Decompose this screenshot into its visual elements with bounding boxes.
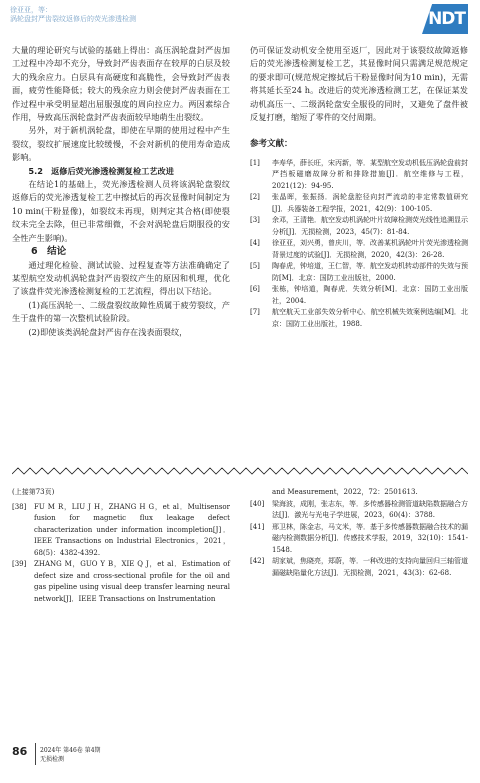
paragraph: 在结论1的基础上，荧光渗透检测人员将该涡轮盘裂纹返修后的荧光渗透复检工艺中擦拭后的再次显像时间制定为10 min(干粉显像)，如裂纹未再现，则判定其合格(即使裂纹未完全去除，但已非常细微，不会对涡轮盘后期服役的安全性产生影响)。 [12, 179, 230, 243]
section-heading-5-2: 5.2 返修后荧光渗透检测复检工艺改进 [28, 165, 174, 176]
ref-text: 张栋，钟培道，陶春虎．失效分析[M]．北京：国防工业出版社，2004. [272, 285, 468, 305]
reference-item [250, 522, 468, 557]
ref-text: 邢卫林，陈金志，马文米，等．基于多传感器数据融合技术的漏磁内检测数据分析[J]．传感技术学报，2019，32(10)：1541-1548. [272, 522, 468, 554]
reference-item [250, 499, 468, 522]
ref-number: [42] [250, 557, 265, 565]
paragraph: 大量的理论研究与试验的基础上得出：高压涡轮盘封严齿加工过程中冷却不充分，导致封严齿表面存在较厚的白层及较大的残余应力。白层具有高硬度和高脆性，会导致封严齿表面，疲劳性能降低；较大的残余应力则会使封严齿表面在工作过程中承受明显超出屈服强度的周向拉应力。两因素综合作用，导致高压涡轮盘封严齿表面较早地萌生出裂纹。 [12, 45, 230, 123]
running-header [10, 6, 136, 24]
issue-info: 2024年 第46卷 第4期 [40, 747, 101, 754]
reference-item [12, 502, 230, 560]
paragraph: 通过理化检验、测试试验、过程复查等方法准确确定了某型航空发动机涡轮盘封严齿裂纹产生的原因和机理，优化了该盘件荧光渗透检测复检的工艺流程，得出以下结论。 [12, 259, 230, 297]
reference-item [250, 556, 468, 579]
ref-text: 梁海波，成刚，张志东，等．多传感器检测管道缺陷数据融合方法[J]．激光与光电子学进展，2023，60(4)：3788. [272, 499, 468, 519]
left-column [12, 44, 230, 339]
paragraph: (2)即使该类涡轮盘封严齿存在浅表面裂纹， [28, 326, 188, 337]
ref-number: [1] [250, 158, 260, 167]
logo-text: NDT [428, 9, 465, 29]
reference-item [12, 559, 230, 605]
ref-number: [5] [250, 262, 260, 271]
ref-number: [40] [250, 499, 265, 508]
ref-text: 张晶晖，张振扬．涡轮盘腔径向封严流动的非定常数值研究[J]．兵器装备工程学报，2021，42(9)：100-105. [272, 193, 468, 213]
reference-item [250, 261, 468, 284]
ref-number: [3] [250, 216, 260, 225]
journal-name: 无损检测 [40, 756, 65, 763]
bottom-left-column [12, 487, 230, 605]
right-column [250, 44, 468, 330]
ref-number: [41] [250, 522, 265, 531]
ref-text: 胡家斌，焦晓亮，郑蔚，等．一种改进的支持向量回归三轴管道漏磁缺陷量化方法[J]．无损检测，2021，43(3)：62-68. [272, 557, 468, 577]
header-authors: 徐亚亚，等： [10, 6, 52, 14]
footer-divider [35, 743, 36, 765]
reference-item [250, 307, 468, 330]
reference-item [250, 238, 468, 261]
ref-text: ZHANG M，GUO Y B，XIE Q J，et al．Estimation of defect size and cross-sectional profile for the oil and gas pipeline using visual deep transfer learning neural network[J]．IEEE Transactions on Instrumentation [34, 560, 230, 603]
footer-meta [40, 746, 101, 764]
reference-item [250, 192, 468, 215]
reference-list [250, 158, 468, 331]
ref-text: FU M R，LIU J H，ZHANG H G，et al．Multisensor fusion for magnetic flux leakage defect characterization under information incompletion[J]．IEEE Transactions on Industrial Electronics，2021，68(5)：4382-4392. [34, 502, 230, 557]
reference-item [250, 158, 468, 193]
ref-number: [38] [12, 502, 27, 511]
ref-number: [6] [250, 285, 260, 294]
ref-number: [39] [12, 560, 27, 568]
continuation-note: (上接第73页) [12, 488, 55, 496]
paragraph: 仍可保证发动机安全使用至返厂，因此对于该裂纹故障返修后的荧光渗透检测复检工艺，其显像时间只需满足规范规定的要求即可(规范规定擦拭后干粉显像时间为10 min)，无需将其延长至24 h。改进后的荧光渗透检测工艺，在保证某发动机高压一、二级涡轮盘安全服役的同时，又避免了盘件被反复打磨，缩短了零件的交付周期。 [250, 45, 468, 123]
section-heading-6: 6 结论 [31, 246, 67, 258]
references-heading: 参考文献： [250, 139, 293, 150]
ref-text: 李寿华，薛长旺，宋丙新，等．某型航空发动机低压涡轮盘前封严挡板磁磨故障分析和排除措施[J]．航空维修与工程，2021(12)：94-95. [272, 158, 468, 190]
header-title: 涡轮盘封严齿裂纹返修后的荧光渗透检测 [10, 15, 136, 23]
ref-text: 徐亚亚，刘兴勇，曾庆川，等．改善某机涡轮叶片荧光渗透检测背景过度的试验[J]．无损检测，2020，42(3)：26-28. [272, 239, 468, 259]
ref-number: [2] [250, 193, 260, 202]
paragraph: (1)高压涡轮一、二级盘裂纹故障性质属于疲劳裂纹，产生于盘件的第一次整机试验阶段。 [12, 299, 230, 324]
journal-logo [422, 4, 468, 34]
continuation-text: and Measurement，2022，72：2501613. [272, 488, 418, 496]
ref-text: 余邓，王清艳．航空发动机涡轮叶片故障检测荧光线性追溯显示分析[J]．无损检测，2023，45(7)：81-84. [272, 216, 468, 236]
reference-item [250, 284, 468, 307]
ref-text: 航空航天工业部失效分析中心．航空机械失效案例选编[M]．北京：国防工业出版社，1988. [272, 308, 468, 328]
ref-number: [7] [250, 308, 260, 317]
bottom-right-column [250, 487, 468, 579]
ref-text: 陶春虎，钟培道，王仁智，等．航空发动机转动部件的失效与预防[M]．北京：国防工业出版社，2000. [272, 262, 468, 282]
zigzag-divider [12, 467, 468, 475]
page-number: 86 [12, 745, 28, 758]
ref-number: [4] [250, 239, 260, 248]
reference-item [250, 215, 468, 238]
paragraph: 另外，对于新机涡轮盘，即使在早期的使用过程中产生裂纹，裂纹扩展速度比较缓慢，不会对新机的使用寿命造成影响。 [12, 125, 230, 163]
